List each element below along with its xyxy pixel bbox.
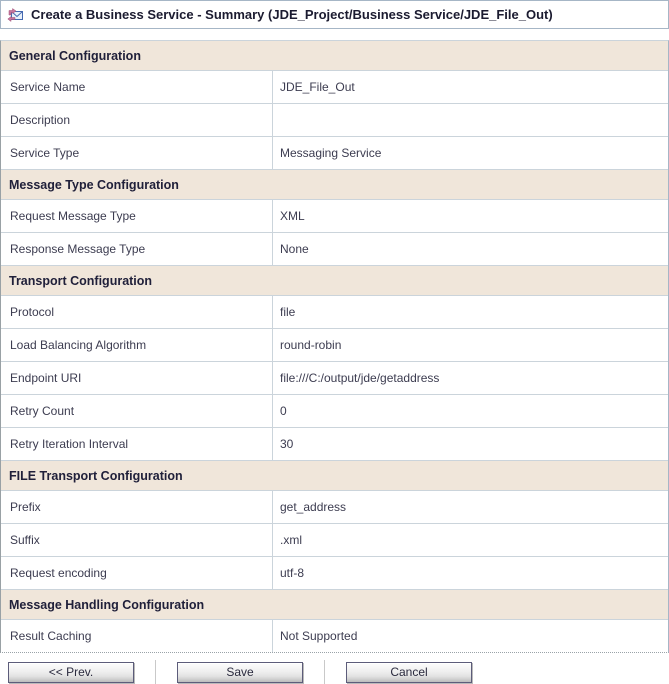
page-title: Create a Business Service - Summary (JDE_Project/Business Service/JDE_File_Out) <box>31 7 553 22</box>
table-row-service-type <box>1 137 668 170</box>
button-separator <box>324 660 325 684</box>
row-label: Service Name <box>1 71 273 103</box>
row-label: Protocol <box>1 296 273 328</box>
row-value: get_address <box>280 500 347 514</box>
section-header-transport-configuration: Transport Configuration <box>1 266 668 296</box>
row-label: Description <box>1 104 273 136</box>
business-service-icon <box>7 6 24 23</box>
table-row-protocol <box>1 296 668 329</box>
section-header-message-type-configuration: Message Type Configuration <box>1 170 668 200</box>
table-row-result-caching <box>1 620 668 652</box>
row-value: Messaging Service <box>280 146 382 160</box>
table-row-retry-count <box>1 395 668 428</box>
row-value: utf-8 <box>280 566 305 580</box>
row-value: JDE_File_Out <box>280 80 355 94</box>
row-label: Retry Count <box>1 395 273 427</box>
section-header-general-configuration: General Configuration <box>1 41 668 71</box>
table-row-description <box>1 104 668 137</box>
table-row-request-encoding <box>1 557 668 590</box>
row-label: Request encoding <box>1 557 273 589</box>
row-value <box>273 104 668 136</box>
row-value: XML <box>280 209 305 223</box>
row-label: Service Type <box>1 137 273 169</box>
row-value: round-robin <box>280 338 342 352</box>
prev-button[interactable]: << Prev. <box>8 662 134 683</box>
row-label: Suffix <box>1 524 273 556</box>
row-value: 0 <box>280 404 287 418</box>
table-row-response-message-type <box>1 233 668 266</box>
table-row-suffix <box>1 524 668 557</box>
row-label: Endpoint URI <box>1 362 273 394</box>
row-value: .xml <box>280 533 302 547</box>
button-bar <box>0 660 669 684</box>
row-label: Load Balancing Algorithm <box>1 329 273 361</box>
table-row-prefix <box>1 491 668 524</box>
row-label: Result Caching <box>1 620 273 652</box>
table-row-request-message-type <box>1 200 668 233</box>
section-header-file-transport-configuration: FILE Transport Configuration <box>1 461 668 491</box>
cancel-button[interactable]: Cancel <box>346 662 472 683</box>
summary-table <box>0 40 669 653</box>
row-value: 30 <box>280 437 294 451</box>
row-value: file:///C:/output/jde/getaddress <box>280 371 440 385</box>
titlebar <box>0 0 669 29</box>
row-label: Retry Iteration Interval <box>1 428 273 460</box>
button-separator <box>155 660 156 684</box>
table-row-load-balancing-algorithm <box>1 329 668 362</box>
table-row-endpoint-uri <box>1 362 668 395</box>
save-button[interactable]: Save <box>177 662 303 683</box>
row-label: Prefix <box>1 491 273 523</box>
row-label: Request Message Type <box>1 200 273 232</box>
row-value: file <box>280 305 296 319</box>
row-value: Not Supported <box>280 629 358 643</box>
section-header-message-handling-configuration: Message Handling Configuration <box>1 590 668 620</box>
table-row-retry-iteration-interval <box>1 428 668 461</box>
row-value: None <box>280 242 309 256</box>
row-label: Response Message Type <box>1 233 273 265</box>
table-row-service-name <box>1 71 668 104</box>
